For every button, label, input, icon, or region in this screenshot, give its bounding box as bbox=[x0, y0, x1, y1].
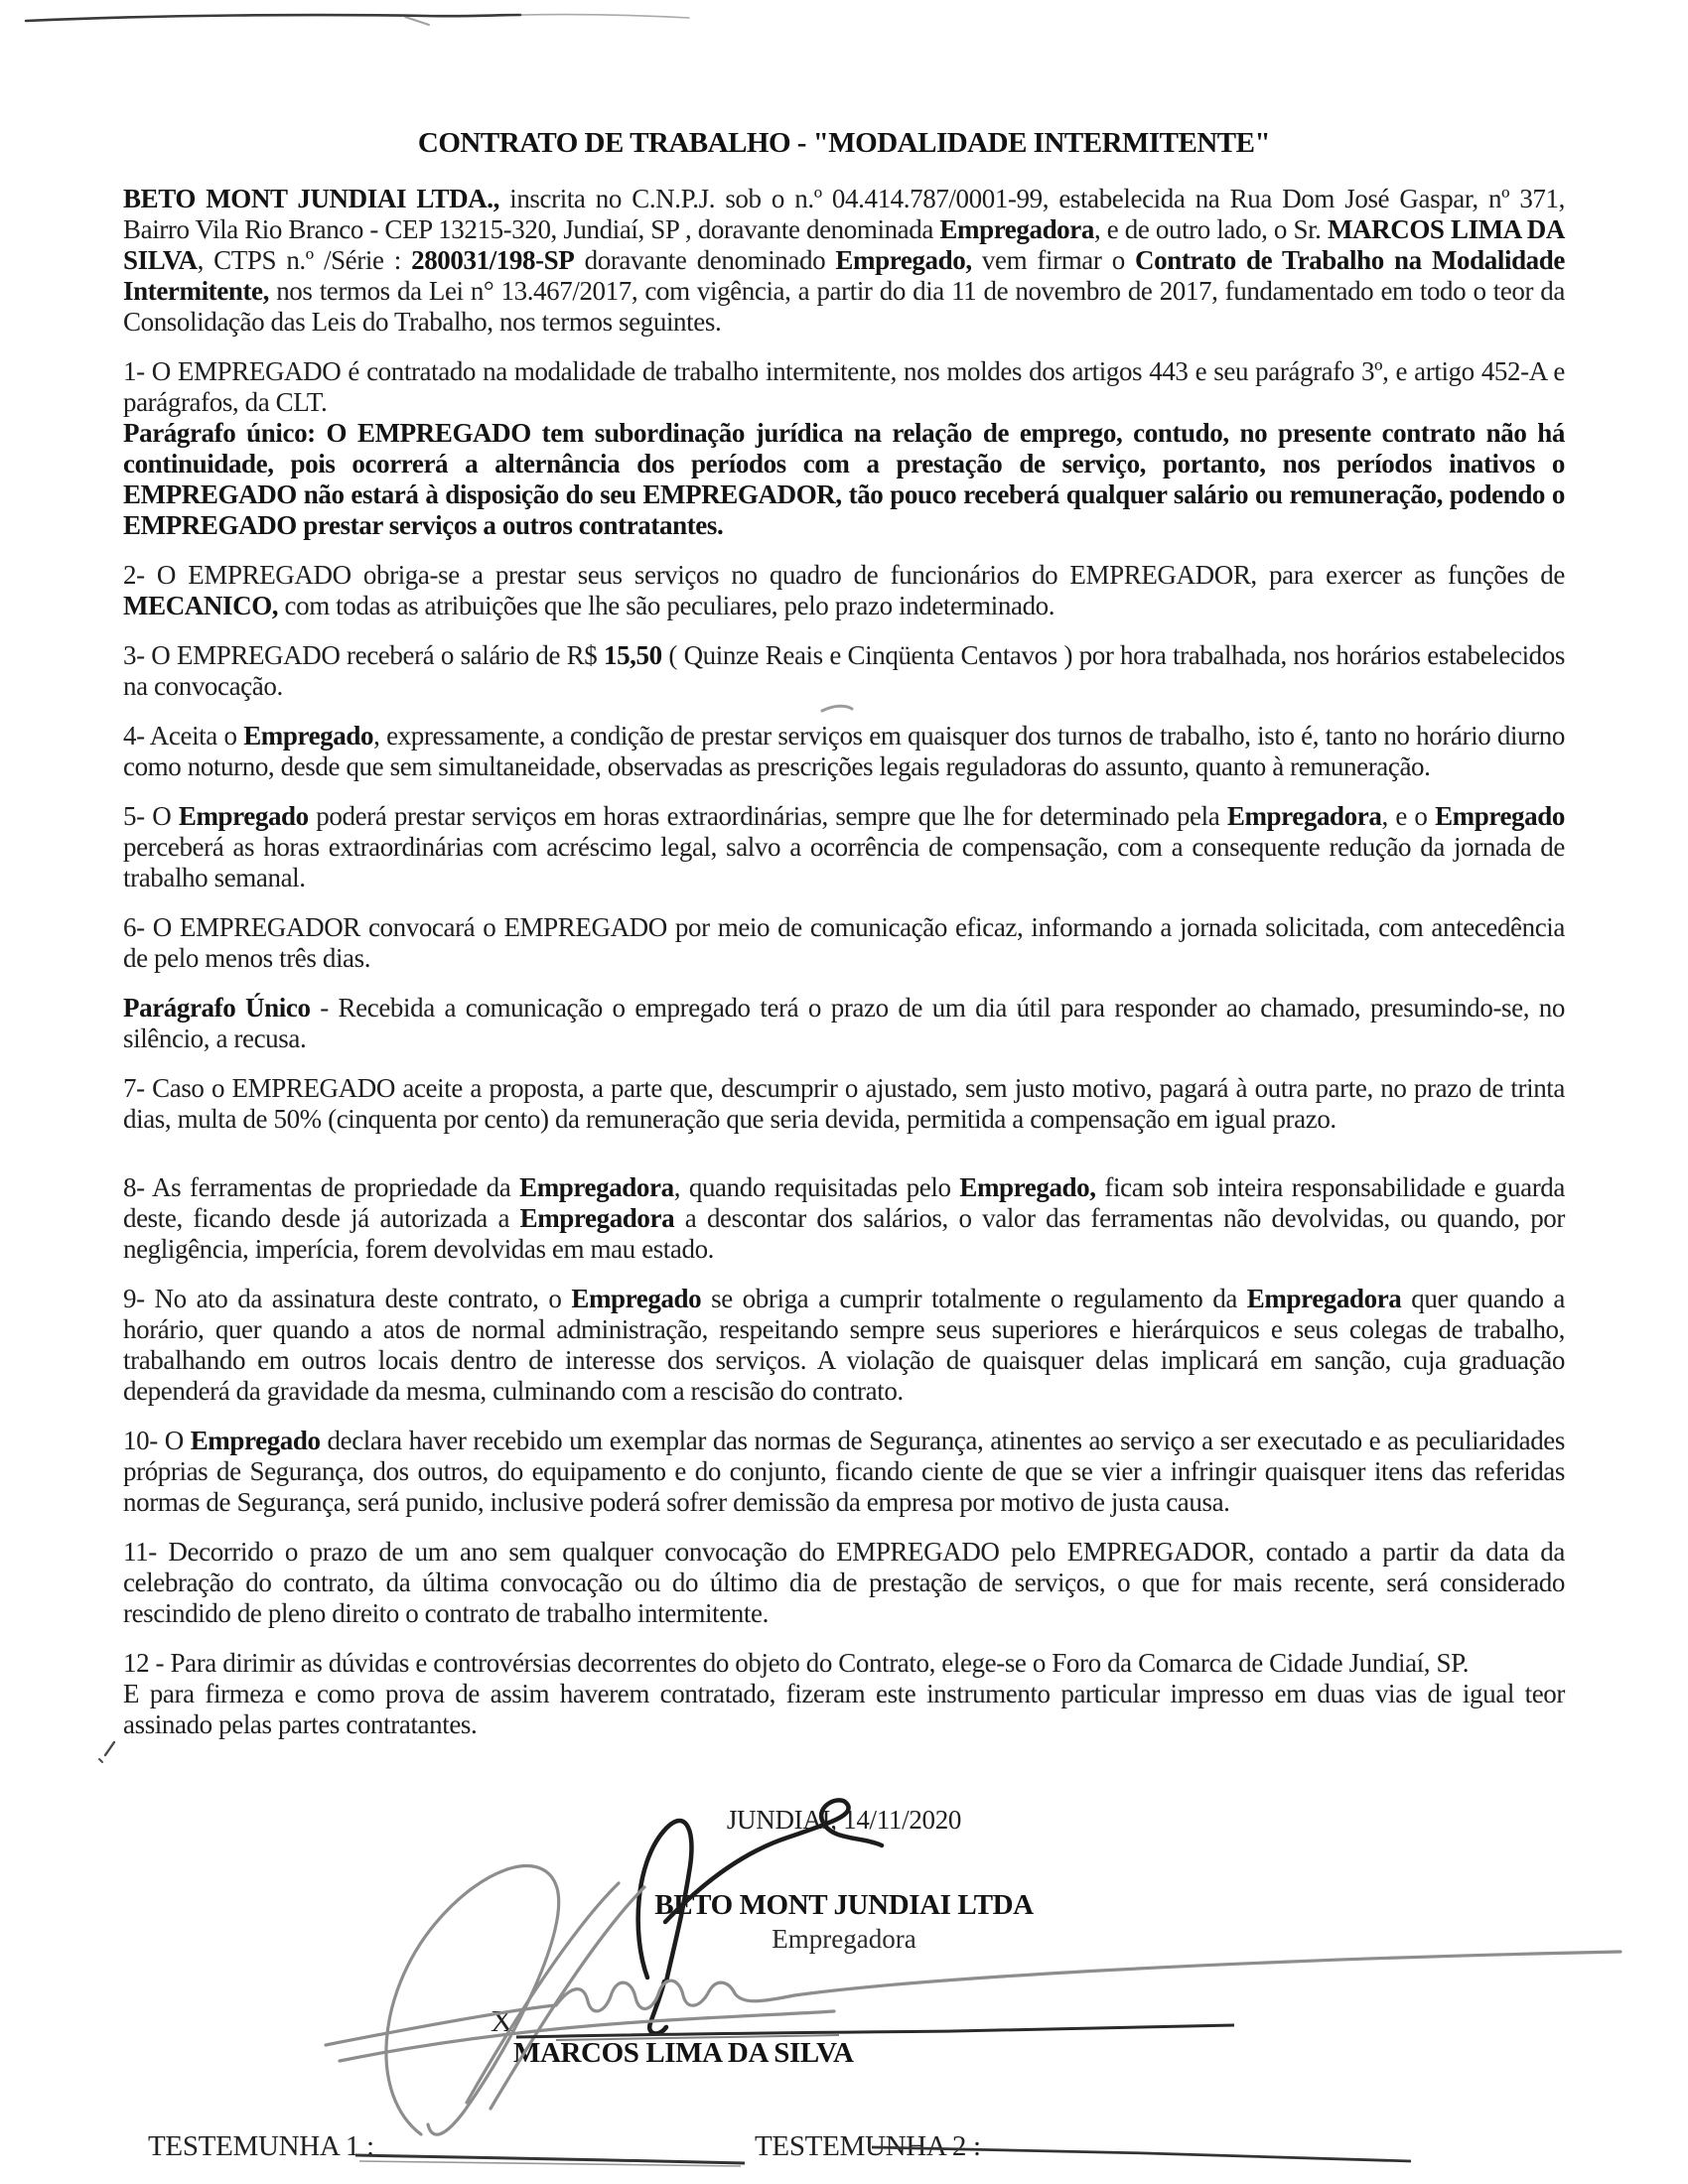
employee-name: MARCOS LIMA DA SILVA bbox=[513, 2037, 854, 2069]
clause-6-sole-paragraph: Parágrafo Único - Recebida a comunicação o empregado terá o prazo de um dia útil para responder ao chamado, presumindo-se, no silêncio, a recusa. bbox=[123, 993, 1565, 1053]
intro-paragraph: BETO MONT JUNDIAI LTDA., inscrita no C.N.P.J. sob o n.º 04.414.787/0001-99, estabelecida na Rua Dom José Gaspar, nº 371, Bairro Vila Rio Branco - CEP 13215-320, Jundiaí, SP , doravante denominada Empregadora, e de outro lado, o Sr. MARCOS LIMA DA SILVA, CTPS n.º /Série : 280031/198-SP doravante denominado Empregado, vem firmar o Contrato de Trabalho na Modalidade Intermitente, nos termos da Lei n° 13.467/2017, com vigência, a partir do dia 11 de novembro de 2017, fundamentado em todo o teor da Consolidação das Leis do Trabalho, nos termos seguintes. bbox=[123, 184, 1565, 337]
scan-artifact-line bbox=[26, 15, 689, 25]
clause-8: 8- As ferramentas de propriedade da Empregadora, quando requisitadas pelo Empregado, ficam sob inteira responsabilidade e guarda deste, ficando desde já autorizada a Empregadora a descontar dos salários, o valor das ferramentas não devolvidas, ou quando, por negligência, imperícia, forem devolvidas em mau estado. bbox=[123, 1172, 1565, 1264]
witness2-label: TESTEMUNHA 2 : bbox=[755, 2130, 981, 2162]
scan-stray-mark bbox=[99, 1742, 114, 1762]
witness1-label: TESTEMUNHA 1 : bbox=[148, 2130, 374, 2162]
closing-paragraph: E para firmeza e como prova de assim haverem contratado, fizeram este instrumento particular impresso em duas vias de igual teor assinado pelas partes contratantes. bbox=[123, 1679, 1565, 1739]
employee-sign-here-mark: X bbox=[491, 2003, 513, 2038]
clause-1: 1- O EMPREGADO é contratado na modalidade de trabalho intermitente, nos moldes dos artigos 443 e seu parágrafo 3º, e artigo 452-A e parágrafos, da CLT. bbox=[123, 356, 1565, 417]
employee-signature bbox=[326, 1866, 1620, 2135]
witness2-line bbox=[872, 2147, 1411, 2161]
clause-12: 12 - Para dirimir as dúvidas e controvérsias decorrentes do objeto do Contrato, elege-se o Foro da Comarca de Cidade Jundiaí, SP. bbox=[123, 1648, 1470, 1678]
date-place-line: JUNDIAI, 14/11/2020 bbox=[726, 1805, 962, 1835]
clause-9: 9- No ato da assinatura deste contrato, o Empregado se obriga a cumprir totalmente o regulamento da Empregadora quer quando a horário, quer quando a atos de normal administração, respeitando sempre seus superiores e hierárquicos e seus colegas de trabalho, trabalhando em outros locais dentro de interesse dos serviços. A violação de quaisquer delas implicará em sanção, cuja graduação dependerá da gravidade da mesma, culminando com a rescisão do contrato. bbox=[123, 1284, 1566, 1406]
clause-1-sole-paragraph: Parágrafo único: O EMPREGADO tem subordinação jurídica na relação de emprego, contudo, no presente contrato não há continuidade, pois ocorrerá a alternância dos períodos com a prestação de serviço, portanto, nos períodos inativos o EMPREGADO não estará à disposição do seu EMPREGADOR, tão pouco receberá qualquer salário ou remuneração, podendo o EMPREGADO prestar serviços a outros contratantes. bbox=[123, 418, 1565, 540]
employer-signature bbox=[638, 1800, 882, 2033]
employer-role-label: Empregadora bbox=[772, 1924, 916, 1954]
clause-11: 11- Decorrido o prazo de um ano sem qualquer convocação do EMPREGADO pelo EMPREGADOR, contado a partir da data da celebração do contrato, da última convocação ou do último dia de prestação de serviços, o que for mais recente, será considerado rescindido de pleno direito o contrato de trabalho intermitente. bbox=[123, 1537, 1565, 1628]
clause-5: 5- O Empregado poderá prestar serviços em horas extraordinárias, sempre que lhe for determinado pela Empregadora, e o Empregado perceberá as horas extraordinárias com acréscimo legal, salvo a ocorrência de compensação, com a consequente redução da jornada de trabalho semanal. bbox=[123, 801, 1565, 892]
clause-10: 10- O Empregado declara haver recebido um exemplar das normas de Segurança, atinentes ao serviço a ser executado e as peculiaridades próprias de Segurança, dos outros, do equipamento e do conjunto, ficando ciente de que se vier a infringir quaisquer itens das referidas normas de Segurança, será punido, inclusive poderá sofrer demissão da empresa por motivo de justa causa. bbox=[123, 1426, 1565, 1517]
employee-signature-line bbox=[516, 2025, 1234, 2040]
clause-2: 2- O EMPREGADO obriga-se a prestar seus serviços no quadro de funcionários do EMPREGADOR, para exercer as funções de MECANICO, com todas as atribuições que lhe são peculiares, pelo prazo indeterminado. bbox=[123, 560, 1565, 620]
clause-7: 7- Caso o EMPREGADO aceite a proposta, a parte que, descumprir o ajustado, sem justo motivo, pagará à outra parte, no prazo de trinta dias, multa de 50% (cinquenta por cento) da remuneração que seria devida, permitida a compensação em igual prazo. bbox=[123, 1073, 1565, 1134]
clause-4: 4- Aceita o Empregado, expressamente, a condição de prestar serviços em quaisquer dos turnos de trabalho, isto é, tanto no horário diurno como noturno, desde que sem simultaneidade, observadas as prescrições legais reguladoras do assunto, quanto à remuneração. bbox=[123, 721, 1566, 781]
employer-name: BETO MONT JUNDIAI LTDA bbox=[654, 1889, 1034, 1921]
clause-6: 6- O EMPREGADOR convocará o EMPREGADO por meio de comunicação eficaz, informando a jornada solicitada, com antecedência de pelo menos três dias. bbox=[123, 912, 1565, 973]
contract-body bbox=[123, 184, 1565, 1759]
document-title: CONTRATO DE TRABALHO - "MODALIDADE INTERMITENTE" bbox=[417, 127, 1271, 159]
clause-3: 3- O EMPREGADO receberá o salário de R$ 15,50 ( Quinze Reais e Cinqüenta Centavos ) por hora trabalhada, nos horários estabelecidos na convocação. bbox=[123, 640, 1565, 701]
witness1-line bbox=[355, 2155, 745, 2166]
